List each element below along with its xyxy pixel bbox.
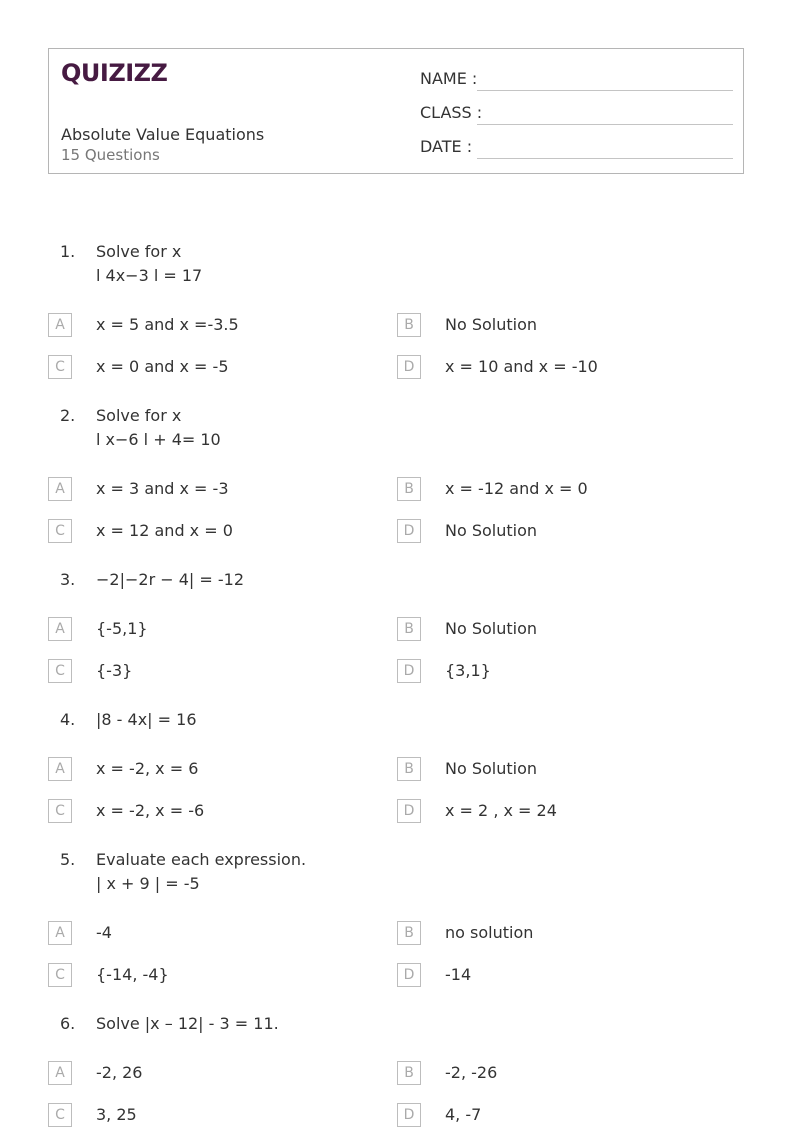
date-line bbox=[477, 158, 733, 159]
option-text: {-3} bbox=[96, 661, 133, 680]
option-text: -4 bbox=[96, 923, 112, 942]
question-text-line: | x + 9 | = -5 bbox=[96, 874, 200, 893]
option-letter-box: D bbox=[397, 659, 421, 683]
option-text: 3, 25 bbox=[96, 1105, 137, 1124]
option-text: No Solution bbox=[445, 315, 538, 334]
option-letter-box: A bbox=[48, 617, 72, 641]
option-letter-box: C bbox=[48, 799, 72, 823]
option-letter-box: A bbox=[48, 313, 72, 337]
question-text-line: Solve |x – 12| - 3 = 11. bbox=[96, 1014, 279, 1033]
worksheet-header bbox=[48, 48, 744, 174]
option-letter-box: A bbox=[48, 477, 72, 501]
option-text: No Solution bbox=[445, 759, 538, 778]
option-letter-box: A bbox=[48, 1061, 72, 1085]
question-text-line: l x−6 l + 4= 10 bbox=[96, 430, 221, 449]
option-text: x = 12 and x = 0 bbox=[96, 521, 233, 540]
option-text: 4, -7 bbox=[445, 1105, 482, 1124]
question-text-line: Solve for x bbox=[96, 406, 182, 425]
option-text: x = 2 , x = 24 bbox=[445, 801, 557, 820]
option-letter-box: C bbox=[48, 659, 72, 683]
option-text: x = 3 and x = -3 bbox=[96, 479, 229, 498]
option-letter-box: B bbox=[397, 477, 421, 501]
option-text: x = 0 and x = -5 bbox=[96, 357, 229, 376]
option-letter-box: B bbox=[397, 921, 421, 945]
option-letter-box: B bbox=[397, 757, 421, 781]
option-letter-box: D bbox=[397, 519, 421, 543]
option-text: No Solution bbox=[445, 619, 538, 638]
option-letter-box: B bbox=[397, 1061, 421, 1085]
question-number: 4. bbox=[60, 710, 76, 729]
option-text: x = -2, x = -6 bbox=[96, 801, 205, 820]
question-text-line: |8 - 4x| = 16 bbox=[96, 710, 197, 729]
option-letter-box: A bbox=[48, 921, 72, 945]
name-line bbox=[477, 90, 733, 91]
option-text: x = 5 and x =-3.5 bbox=[96, 315, 239, 334]
question-text-line: −2|−2r − 4| = -12 bbox=[96, 570, 244, 589]
worksheet-title: Absolute Value Equations bbox=[61, 125, 265, 144]
option-letter-box: C bbox=[48, 355, 72, 379]
option-text: -2, -26 bbox=[445, 1063, 498, 1082]
question-number: 3. bbox=[60, 570, 76, 589]
option-letter-box: B bbox=[397, 617, 421, 641]
option-letter-box: A bbox=[48, 757, 72, 781]
class-label: CLASS : bbox=[420, 103, 483, 122]
option-text: No Solution bbox=[445, 521, 538, 540]
option-text: {-5,1} bbox=[96, 619, 148, 638]
option-letter-box: B bbox=[397, 313, 421, 337]
question-number: 5. bbox=[60, 850, 76, 869]
date-label: DATE : bbox=[420, 137, 473, 156]
option-text: x = -2, x = 6 bbox=[96, 759, 199, 778]
option-letter-box: C bbox=[48, 519, 72, 543]
question-number: 1. bbox=[60, 242, 76, 261]
question-count: 15 Questions bbox=[61, 146, 160, 164]
quizizz-logo: QUIZIZZ bbox=[61, 59, 168, 87]
option-text: {-14, -4} bbox=[96, 965, 169, 984]
option-text: -14 bbox=[445, 965, 472, 984]
option-text: no solution bbox=[445, 923, 534, 942]
option-letter-box: C bbox=[48, 963, 72, 987]
option-text: x = 10 and x = -10 bbox=[445, 357, 598, 376]
question-text-line: Evaluate each expression. bbox=[96, 850, 307, 869]
option-text: -2, 26 bbox=[96, 1063, 143, 1082]
option-letter-box: C bbox=[48, 1103, 72, 1127]
question-text-line: Solve for x bbox=[96, 242, 182, 261]
question-number: 2. bbox=[60, 406, 76, 425]
option-text: {3,1} bbox=[445, 661, 491, 680]
option-letter-box: D bbox=[397, 355, 421, 379]
option-letter-box: D bbox=[397, 799, 421, 823]
option-text: x = -12 and x = 0 bbox=[445, 479, 588, 498]
question-number: 6. bbox=[60, 1014, 76, 1033]
option-letter-box: D bbox=[397, 1103, 421, 1127]
class-line bbox=[477, 124, 733, 125]
question-text-line: l 4x−3 l = 17 bbox=[96, 266, 203, 285]
name-label: NAME : bbox=[420, 69, 478, 88]
option-letter-box: D bbox=[397, 963, 421, 987]
